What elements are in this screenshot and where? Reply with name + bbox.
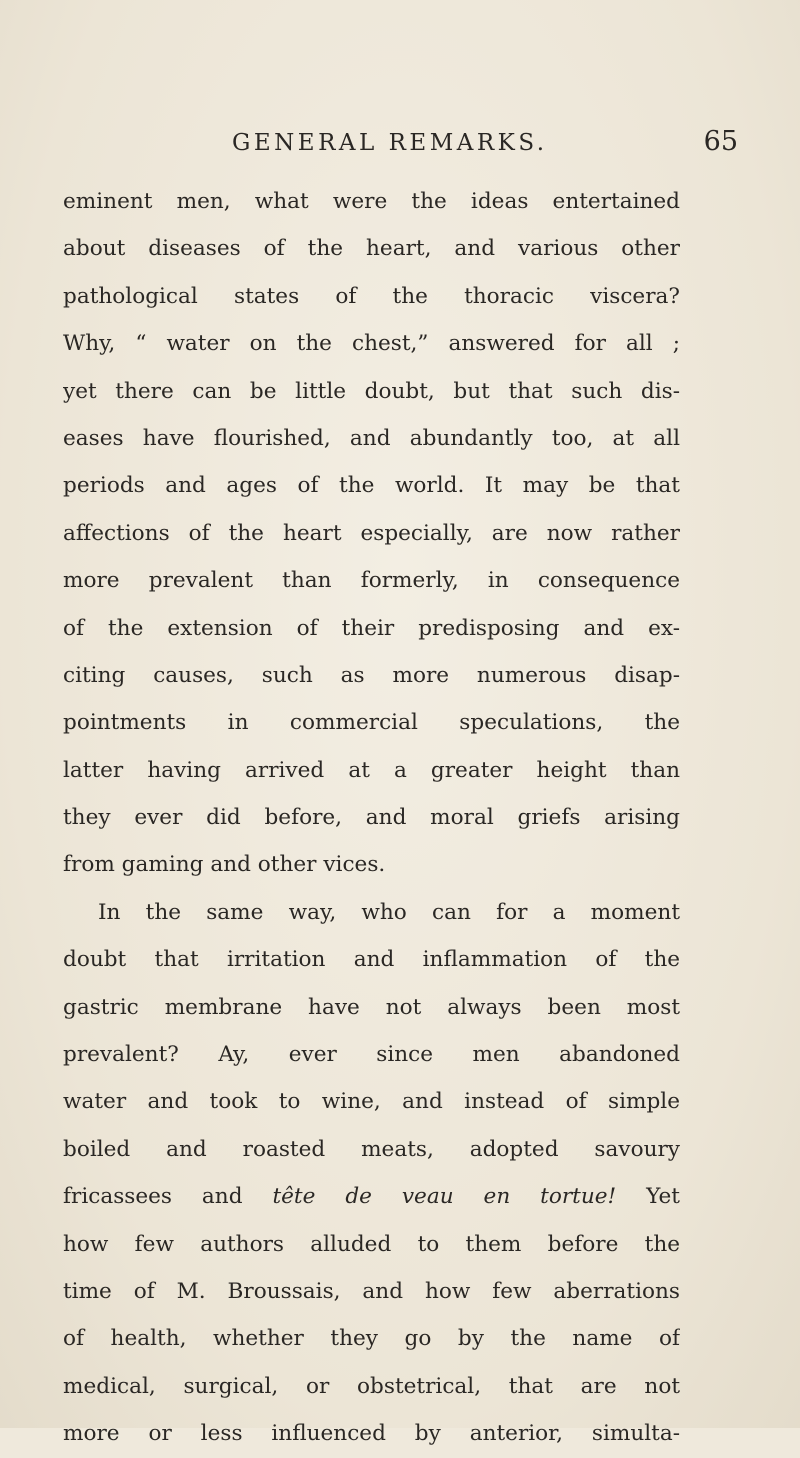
text-segment: fricassees and — [63, 1184, 243, 1210]
text-line: affections of the heart especially, are now rather — [63, 520, 680, 546]
text-line: gastric membrane have not always been most — [63, 994, 680, 1020]
body-text — [63, 178, 680, 1458]
text-line: boiled and roasted meats, adopted savoury — [63, 1136, 680, 1162]
running-header — [60, 126, 750, 170]
text-line: doubt that irritation and inflammation of the — [63, 947, 680, 973]
text-line: about diseases of the heart, and various other — [63, 236, 680, 262]
text-segment: Yet — [646, 1184, 680, 1210]
italic-phrase: tête de veau en tortue! — [272, 1184, 617, 1210]
text-line: yet there can be little doubt, but that such dis- — [63, 378, 680, 404]
text-line: citing causes, such as more numerous disap- — [63, 662, 680, 688]
paragraph-start-line: In the same way, who can for a moment — [98, 899, 680, 925]
text-line: more or less influenced by anterior, simulta- — [63, 1421, 680, 1447]
text-line: water and took to wine, and instead of simple — [63, 1089, 680, 1115]
text-line: of the extension of their predisposing and ex- — [63, 615, 680, 641]
running-title: GENERAL REMARKS. — [232, 130, 548, 156]
paragraph-end-line: from gaming and other vices. — [63, 852, 386, 878]
text-line: more prevalent than formerly, in consequence — [63, 568, 680, 594]
text-line: time of M. Broussais, and how few aberrations — [63, 1278, 680, 1304]
text-line: eases have flourished, and abundantly too, at all — [63, 425, 680, 451]
text-line: pathological states of the thoracic viscera? — [63, 283, 680, 309]
text-line: pointments in commercial speculations, the — [63, 710, 680, 736]
text-line: of health, whether they go by the name of — [63, 1326, 680, 1352]
text-line-with-italic — [63, 1173, 680, 1220]
text-line: they ever did before, and moral griefs arising — [63, 805, 680, 831]
text-line: Why, “ water on the chest,” answered for all ; — [63, 331, 680, 357]
text-line: prevalent? Ay, ever since men abandoned — [63, 1042, 680, 1068]
text-line: how few authors alluded to them before the — [63, 1231, 680, 1257]
text-line: periods and ages of the world. It may be that — [63, 473, 680, 499]
page-number: 65 — [703, 126, 738, 157]
text-line: latter having arrived at a greater height than — [63, 757, 680, 783]
text-line: medical, surgical, or obstetrical, that are not — [63, 1373, 680, 1399]
text-line: eminent men, what were the ideas entertained — [63, 189, 680, 214]
